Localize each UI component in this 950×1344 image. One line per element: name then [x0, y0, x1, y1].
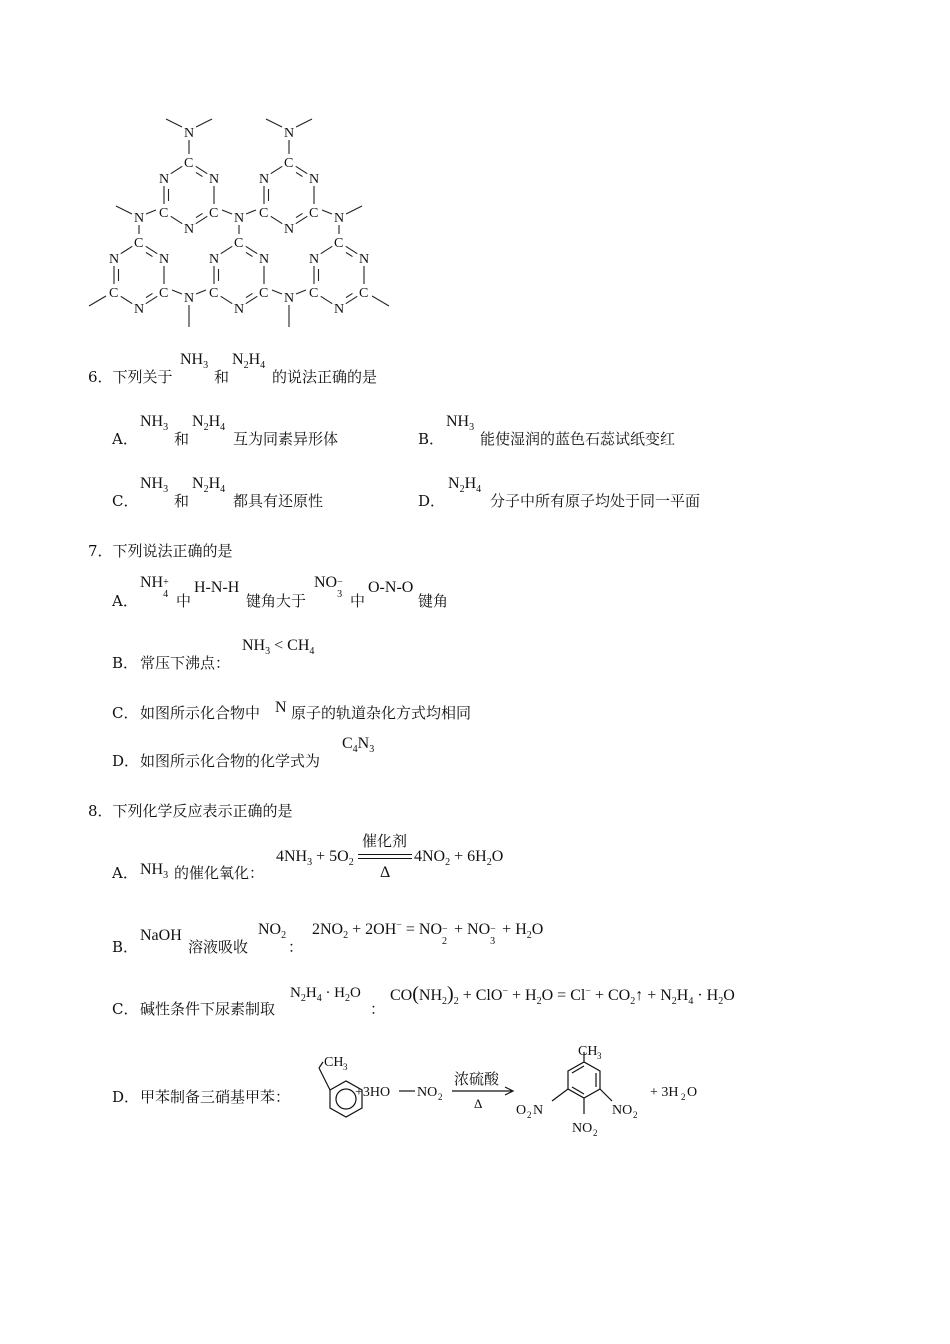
ring-top-right-nitrogen-atom: N [284, 222, 295, 237]
svg-text:NO: NO [417, 1085, 438, 1100]
q6-c-n2h4: $N_2H_4$ [192, 475, 226, 496]
q7-d-formula: $C_4N_3$ [342, 735, 375, 756]
q7-a-angle-hnh: H-N-H [194, 579, 240, 596]
q6-option-d-text: 分子中所有原子均处于同一平面 [490, 492, 701, 510]
q6-a-and: 和 [174, 430, 190, 448]
ring-bottom-middle-nitrogen-atom: N [259, 252, 270, 267]
ring-bottom-middle-nitrogen-atom: N [209, 252, 220, 267]
ring-bottom-left-nitrogen-atom: N [109, 252, 120, 267]
q7-option-b-text: 常压下沸点： [140, 654, 231, 672]
svg-text:2: 2 [593, 1128, 598, 1138]
amine-top-left: N [184, 126, 195, 141]
q6-option-a-label[interactable]: A． [112, 430, 138, 448]
ring-top-right-nitrogen-atom: N [259, 172, 270, 187]
q6-option-b-label[interactable]: B． [418, 430, 445, 448]
svg-text:N: N [533, 1103, 544, 1118]
q7-a-mid-text: 键角大于 [246, 592, 307, 610]
q6-b-nh3: $NH_3$ [446, 413, 475, 434]
ring-bottom-middle-carbon-atom: C [259, 286, 269, 301]
q8-b-no2: $NO_2$ [258, 921, 287, 942]
ring-top-right-nitrogen-atom: N [309, 172, 320, 187]
q7-a-nh4-ion: NH + 4 [140, 574, 169, 600]
ring-top-left-nitrogen-atom: N [209, 172, 220, 187]
ring-top-right-carbon-atom: C [309, 206, 319, 221]
bridge-amine-bottom-left: N [184, 291, 195, 306]
ring-bottom-middle-carbon-atom: C [234, 236, 244, 251]
q6-a-n2h4: $N_2H_4$ [192, 413, 226, 434]
q8-option-c-label[interactable]: C． [112, 1000, 139, 1018]
ring-top-left-carbon-atom: C [159, 206, 169, 221]
q6-option-b-text: 能使湿润的蓝色石蕊试纸变红 [480, 430, 676, 448]
amine-left: N [134, 211, 145, 226]
q6-nh3-formula: $NH_3$ [180, 351, 209, 372]
q8-option-c-text: 碱性条件下尿素制取 [140, 1000, 276, 1018]
q8-a-delta: Δ [380, 864, 391, 881]
bridge-amine-center: N [234, 211, 245, 226]
svg-text:CH: CH [578, 1044, 598, 1059]
q6-stem-end: 的说法正确的是 [272, 368, 378, 386]
ring-bottom-middle-carbon-atom: C [209, 286, 219, 301]
q8-option-d-text: 甲苯制备三硝基甲苯： [140, 1088, 291, 1106]
q7-option-d-label[interactable]: D． [112, 752, 140, 770]
ring-bottom-right-carbon-atom: C [309, 286, 319, 301]
ring-bottom-right-carbon-atom: C [334, 236, 344, 251]
triazine-structure-figure [80, 110, 400, 340]
q8-c-equation: $CO(NH_2)_2 + ClO^- + H_2O = Cl^-$ + $CO_2↑ + N_2H_4 \cdot H_2O$ [390, 983, 735, 1008]
q8-a-nh3: $NH_3$ [140, 861, 169, 882]
q6-c-and: 和 [174, 492, 190, 510]
svg-text:O: O [687, 1085, 698, 1100]
svg-text:+ 3H: + 3H [650, 1085, 679, 1100]
ring-top-left-carbon-atom: C [209, 206, 219, 221]
q8-option-a-text: 的催化氧化： [174, 864, 265, 882]
q6-d-n2h4: $N_2H_4$ [448, 475, 482, 496]
svg-text:2: 2 [527, 1110, 532, 1120]
q6-c-nh3: $NH_3$ [140, 475, 169, 496]
q8-d-acid-label: 浓硫酸 [454, 1072, 500, 1088]
q8-a-equals-bar2 [358, 858, 412, 859]
ring-bottom-right-nitrogen-atom: N [334, 302, 345, 317]
svg-text:NO: NO [572, 1121, 593, 1136]
svg-text:CH: CH [324, 1055, 344, 1070]
q6-a-nh3: $NH_3$ [140, 413, 169, 434]
q8-option-b-label[interactable]: B． [112, 938, 139, 956]
ring-bottom-left-nitrogen-atom: N [134, 302, 145, 317]
q8-c-hydrazine-hydrate: $N_2H_4 \cdot H_2O$ [290, 985, 361, 1004]
q7-option-c-text1: 如图所示化合物中 [140, 704, 261, 722]
q7-a-angle-ono: O-N-O [368, 579, 414, 596]
q7-a-zhong1: 中 [176, 592, 192, 610]
q8-c-colon: ： [370, 1000, 386, 1018]
ring-bottom-right-nitrogen-atom: N [359, 252, 370, 267]
amine-right: N [334, 211, 345, 226]
q7-c-n-symbol: N [275, 699, 287, 716]
ring-bottom-left-carbon-atom: C [134, 236, 144, 251]
q7-option-b-label[interactable]: B． [112, 654, 139, 672]
ring-bottom-left-nitrogen-atom: N [159, 252, 170, 267]
q8-b-naoh: NaOH [140, 927, 182, 944]
ring-bottom-left-carbon-atom: C [159, 286, 169, 301]
ring-bottom-right-nitrogen-atom: N [309, 252, 320, 267]
svg-text:2: 2 [633, 1110, 638, 1120]
q8-a-equals-bar [358, 854, 412, 855]
svg-text:+3HO: +3HO [355, 1085, 391, 1100]
ring-top-left-nitrogen-atom: N [159, 172, 170, 187]
ring-bottom-left-carbon-atom: C [109, 286, 119, 301]
q8-option-a-label[interactable]: A． [112, 864, 138, 882]
q6-option-c-label[interactable]: C． [112, 492, 139, 510]
q7-b-inequality: $NH_3 < CH_4$ [242, 637, 315, 658]
q8-d-delta: Δ [474, 1096, 483, 1111]
svg-text:2: 2 [681, 1092, 686, 1102]
svg-text:O: O [516, 1103, 527, 1118]
q8-a-catalyst: 催化剂 [362, 832, 408, 850]
question-8-stem: 8．下列化学反应表示正确的是 [88, 802, 293, 820]
q8-option-d-label[interactable]: D． [112, 1088, 140, 1106]
q7-option-c-label[interactable]: C． [112, 704, 139, 722]
ring-top-left-carbon-atom: C [184, 156, 194, 171]
q8-b-colon: ： [288, 938, 304, 956]
q8-a-rhs: $4NO_2 + 6H_2O$ [414, 848, 504, 869]
question-7-stem: 7．下列说法正确的是 [88, 542, 233, 560]
q7-a-zhong2: 中 [350, 592, 366, 610]
q7-option-a-label[interactable]: A． [112, 592, 138, 610]
amine-top-right: N [284, 126, 295, 141]
svg-text:3: 3 [597, 1051, 602, 1061]
ring-top-right-carbon-atom: C [259, 206, 269, 221]
question-6-stem: 6．下列关于 [88, 368, 173, 386]
q8-b-equation: $2NO_2 + 2OH^-$ = NO − 2 + NO − 3 + $H_2O$ [312, 919, 544, 947]
q7-option-d-text: 如图所示化合物的化学式为 [140, 752, 321, 770]
bridge-amine-bottom-right: N [284, 291, 295, 306]
q6-option-d-label[interactable]: D． [418, 492, 446, 510]
svg-text:NO: NO [612, 1103, 633, 1118]
q7-a-no3-ion: NO − 3 [314, 574, 343, 600]
q6-option-c-text: 都具有还原性 [233, 492, 324, 510]
q6-option-a-text: 互为同素异形体 [233, 430, 339, 448]
q8-d-reaction-scheme [300, 1040, 720, 1150]
ring-top-left-nitrogen-atom: N [184, 222, 195, 237]
svg-text:3: 3 [343, 1062, 348, 1072]
q7-a-end-text: 键角 [418, 592, 449, 610]
ring-bottom-middle-nitrogen-atom: N [234, 302, 245, 317]
q8-a-lhs: $4NH_3 + 5O_2$ [276, 848, 354, 869]
ring-bottom-right-carbon-atom: C [359, 286, 369, 301]
q6-and: 和 [214, 368, 230, 386]
svg-text:2: 2 [438, 1092, 443, 1102]
q8-option-b-text: 溶液吸收 [188, 938, 249, 956]
q7-option-c-text2: 原子的轨道杂化方式均相同 [291, 704, 472, 722]
q6-n2h4-formula: $N_2H_4$ [232, 351, 266, 372]
ring-top-right-carbon-atom: C [284, 156, 294, 171]
